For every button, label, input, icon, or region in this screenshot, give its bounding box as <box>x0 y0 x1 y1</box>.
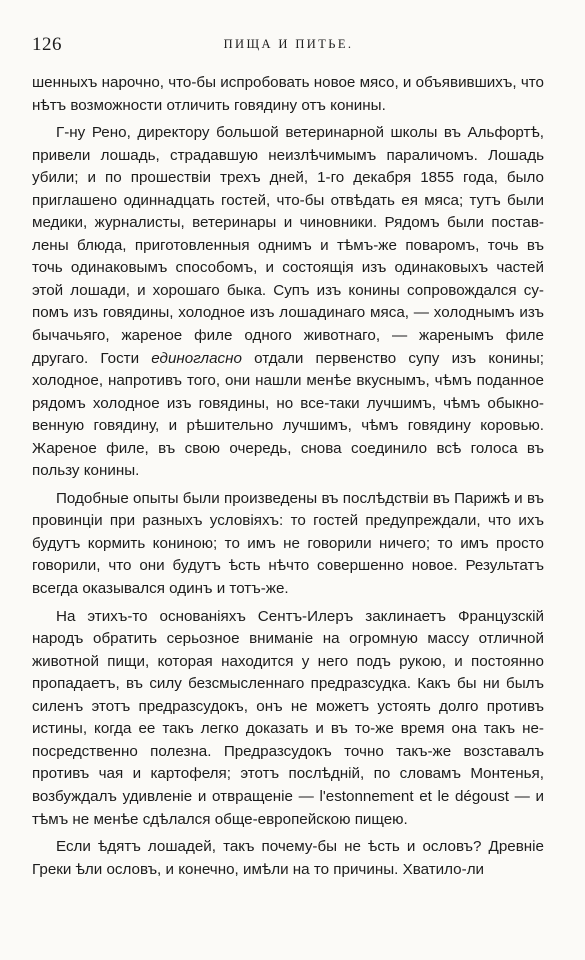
text-line <box>32 350 544 367</box>
text-line: противъ чая и картофеля; этотъ послѣдній, по словамъ Монтенья, <box>32 765 544 783</box>
text-line: ихъ будутъ кормить кониною; то имъ не говорили ничего; то имъ <box>32 512 544 552</box>
text-line: посредственно полезна. Предразсудокъ точно такъ-же возставалъ <box>32 742 544 760</box>
text-line: и тѣмъ не менѣе сдѣлался обще-европейскою пищею. <box>32 787 544 828</box>
text-line: приглашено одиннадцать гостей, что-бы отвѣдать ея мяса; тутъ были <box>32 191 544 209</box>
text-line: Результатъ всегда оказывался одинъ и тотъ-же. <box>32 557 544 598</box>
text-line: возбуждалъ удивленіе и отвращеніе — l'estonnement et le dégoust — <box>32 787 530 805</box>
text-line: этой лошади, и хорошаго быка. Супъ изъ конины сопровождался су- <box>32 281 544 299</box>
text-line: народъ обратить серьозное вниманіе на огромную массу отличной <box>32 630 544 648</box>
text-line: истины, когда ее такъ легко доказать и въ то-же время она такъ не- <box>32 720 544 738</box>
text-line: холодное, напротивъ того, они нашли менѣе вкуснымъ, чѣмъ поданное <box>32 372 544 390</box>
text-line: Если ѣдятъ лошадей, такъ почему-бы не ѣсть и ословъ? Древніе <box>56 838 544 856</box>
paragraph <box>32 606 544 831</box>
text-line: шенныхъ нарочно, что-бы испробовать новое мясо, и объявившихъ, <box>32 74 517 91</box>
text-line: изъ бычачьяго, жареное филе одного животнаго, — жаренымъ филе <box>32 304 544 345</box>
text-line: силенъ этотъ предразсудокъ, онъ не можетъ устоять долго противъ <box>32 697 544 715</box>
text-line: помъ изъ говядины, холодное изъ лошадинаго мяса, — холоднымъ <box>32 304 515 322</box>
text-line: На этихъ-то основаніяхъ Сентъ-Илеръ заклинаетъ Французскій <box>56 607 544 625</box>
paragraph <box>32 488 544 601</box>
text-line: въ провинціи при разныхъ условіяхъ: то гостей предупреждали, что <box>32 489 544 530</box>
text-line: медики, журналисты, ветеринары и чиновники. Рядомъ были постав- <box>32 214 544 232</box>
text-line: животной пищи, которая находится у него подъ рукою, и постоянно <box>32 652 544 670</box>
text-line: убили; и по прошествіи трехъ дней, 1-го декабря 1855 года, было <box>32 169 544 187</box>
page-number: 126 <box>32 34 62 55</box>
text-fragment: другаго. Гости <box>32 349 152 367</box>
body-text <box>32 72 544 881</box>
running-head: ПИЩА И ПИТЬЕ. <box>223 37 354 51</box>
text-line: точь одинаковымъ способомъ, и состоящія изъ одинаковыхъ частей <box>32 259 544 277</box>
paragraph <box>32 72 544 117</box>
text-line: Греки ѣли ословъ, и конечно, имѣли на то причины. Хватило-ли <box>32 860 485 878</box>
text-line: просто говорили, что они будутъ ѣсть нѣчто совершенно новое. <box>32 534 544 575</box>
text-line: Жареное филе, въ свою очередь, снова соединило всѣ голоса въ <box>32 439 544 457</box>
text-line: что нѣтъ возможности отличить говядину отъ конины. <box>32 74 544 114</box>
italic-emphasis: единогласно <box>151 349 242 367</box>
page-header <box>32 34 545 58</box>
text-line: Г-ну Рено, директору большой ветеринарной школы въ Альфортѣ, <box>56 124 544 142</box>
paragraph <box>32 122 544 483</box>
text-line: привели лошадь, страдавшую неизлѣчимымъ параличомъ. Лошадь <box>32 146 544 164</box>
text-fragment: отдали первенство супу изъ конины; <box>241 349 544 367</box>
text-line: пользу конины. <box>32 462 140 480</box>
text-line: Подобные опыты были произведены въ послѣдствіи въ Парижѣ и <box>56 489 523 507</box>
text-line: пропадаетъ, въ силу безсмысленнаго предразсудка. Какъ бы ни былъ <box>32 675 544 693</box>
paragraph <box>32 836 544 881</box>
text-line: рядомъ холодное изъ говядины, но все-таки лучшимъ, чѣмъ обыкно- <box>32 394 544 412</box>
text-line: венную говядину, и рѣшительно лучшимъ, чѣмъ говядину коровью. <box>32 417 544 435</box>
text-line: лены блюда, приготовленныя однимъ и тѣмъ-же поваромъ, точь въ <box>32 236 544 254</box>
